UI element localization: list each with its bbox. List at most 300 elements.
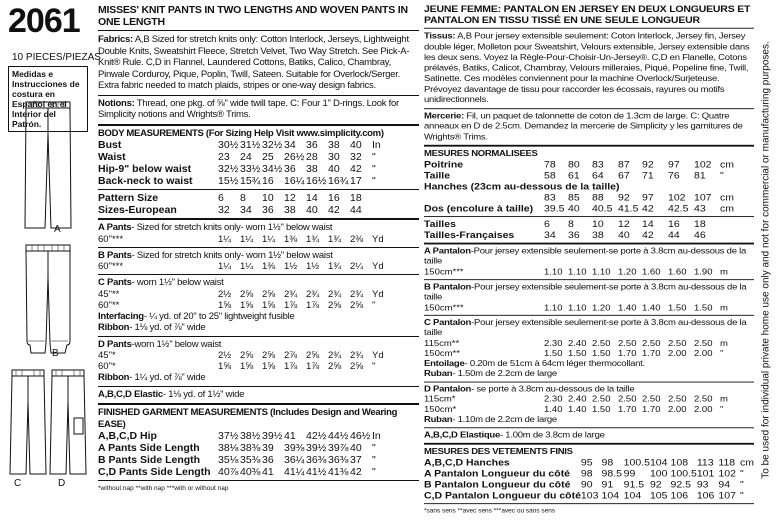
table-cell: 2.50	[668, 394, 687, 405]
english-notions: Notions: Thread, one pkg. of ⅝" wide twill tape. C: Four 1" D-rings. Look for Simplicity notions and Wrights® Trims.	[98, 97, 399, 120]
table-cell: 2.30	[544, 394, 563, 405]
table-row	[424, 181, 754, 192]
row-label: Back-neck to waist	[98, 175, 193, 187]
table-cell: 1⅜	[262, 261, 276, 272]
table-cell: 1.40	[568, 404, 587, 415]
view-label-d: D	[58, 478, 66, 489]
table-cell: 1.60	[668, 266, 687, 277]
table-cell: 34	[284, 139, 296, 151]
divider	[424, 427, 754, 428]
table-cell: 40	[568, 202, 580, 214]
table-cell: 78	[544, 158, 556, 170]
table-cell: 1.90	[694, 266, 713, 277]
table-cell: 40⅞	[218, 466, 239, 478]
table-cell: 2.40	[568, 338, 587, 349]
table-row	[98, 466, 419, 478]
unit-cell: "	[372, 442, 376, 454]
view-description: - Sized for stretch knits only- worn 1½" below waist	[131, 222, 333, 233]
table-cell: 103	[580, 489, 599, 501]
table-cell: 40.5	[592, 202, 613, 214]
view-b-pants-drawing	[22, 243, 74, 355]
table-cell: 2¾	[328, 288, 342, 300]
divider	[424, 314, 754, 315]
row-label: B Pantalon Longueur du côté	[424, 478, 571, 490]
row-label: 150cm***	[424, 266, 464, 277]
table-cell: 1.50	[592, 348, 611, 359]
table-cell: 1.70	[642, 348, 661, 359]
table-cell: 2⅝	[350, 299, 364, 311]
table-row	[424, 457, 754, 468]
table-cell: 1.20	[618, 266, 637, 277]
view-extra	[424, 369, 754, 380]
table-cell: 2¾	[350, 350, 364, 361]
table-cell: 2½	[218, 350, 232, 361]
unit-cell: cm	[720, 191, 734, 203]
table-cell: 1¾	[328, 261, 342, 272]
table-cell: 38⅜	[240, 442, 261, 454]
french-notions: Mercerie: Fil, un paquet de talonnette de coton de 1.3cm de large. C: Quatre anneaux en D de 2.5cm. Demandez la mercerie de Simplicity y les garnitures de Wrights® Trims.	[424, 110, 743, 142]
table-cell: 36	[306, 139, 318, 151]
table-cell: 2.50	[668, 338, 687, 349]
table-cell: 1⅞	[306, 299, 320, 311]
table-cell: 2.00	[668, 404, 687, 415]
view-label-c: C	[14, 478, 22, 489]
extra-text: - 0.20m de 51cm à 64cm léger thermocollant.	[464, 358, 645, 369]
table-cell: 91	[601, 478, 614, 490]
table-cell: 38	[328, 139, 340, 151]
table-cell: 98	[580, 468, 593, 479]
table-row	[424, 159, 754, 170]
row-label: 150cm***	[424, 302, 464, 313]
spanish-instructions-note: Medidas e Instrucciones de costura en Español en el Interior del Patrón.	[8, 66, 88, 132]
table-cell: 39.5	[544, 202, 565, 214]
table-row	[98, 261, 419, 272]
table-cell: 16½	[306, 175, 327, 187]
table-cell: 2⅝	[328, 361, 342, 372]
pattern-number: 2061	[8, 2, 80, 40]
view-yardage-table	[424, 338, 754, 358]
table-cell: 40	[350, 442, 362, 454]
divider	[98, 247, 419, 248]
table-cell: 92.5	[670, 478, 691, 490]
english-yardage	[98, 222, 419, 387]
row-label: 150cm*	[424, 404, 457, 415]
view-name: C Pants	[98, 277, 132, 288]
table-cell: 1.10	[544, 266, 563, 277]
row-label: Bust	[98, 139, 122, 151]
table-cell: 6	[218, 192, 224, 204]
table-cell: 81	[694, 169, 706, 181]
table-cell: 1.10	[568, 266, 587, 277]
table-cell: 1¼	[240, 261, 254, 272]
table-cell: 1.20	[592, 302, 611, 313]
divider	[98, 336, 419, 337]
table-cell: 106	[696, 489, 715, 501]
view-c-d-pants-drawing	[4, 368, 92, 476]
table-cell: 2¾	[306, 288, 320, 300]
table-cell: 39½	[262, 430, 283, 442]
extra-key: Ribbon	[98, 372, 130, 383]
table-cell: 24	[240, 151, 252, 163]
view-name: A Pants	[98, 222, 132, 233]
table-row	[424, 170, 754, 181]
table-cell: 105	[649, 489, 668, 501]
table-cell: 8	[568, 218, 574, 230]
table-row	[424, 490, 754, 501]
table-cell: 2⅝	[240, 350, 254, 361]
table-cell: 76	[668, 169, 680, 181]
view-extra	[98, 322, 419, 334]
table-cell: 101	[696, 468, 715, 479]
english-footnote: *without nap **with nap ***with or without nap	[98, 485, 229, 492]
french-body-measurements-table	[424, 159, 754, 214]
table-cell: 42	[642, 202, 654, 214]
table-cell: 39½	[306, 442, 327, 454]
table-cell: 41¼	[284, 466, 305, 478]
table-cell: 1.40	[642, 302, 661, 313]
table-cell: 97	[668, 158, 680, 170]
table-cell: 16	[262, 175, 274, 187]
table-row	[98, 192, 419, 204]
row-label: C,D Pantalon Longueur du côté	[424, 489, 581, 501]
row-label: 45"**	[98, 288, 120, 300]
table-cell: 18	[694, 218, 706, 230]
row-label: 115cm*	[424, 394, 456, 405]
table-cell: 118	[718, 457, 736, 468]
row-label: Tailles-Françaises	[424, 229, 515, 241]
table-cell: 2.50	[618, 394, 637, 405]
table-cell: 1⅝	[240, 299, 254, 311]
unit-cell	[720, 218, 754, 229]
row-label: 60"***	[98, 233, 124, 245]
table-cell: 36⅜	[328, 454, 349, 466]
table-cell: 1.70	[642, 404, 661, 415]
view-heading	[98, 277, 419, 289]
extra-text: - 1.50m de 2.2cm de large	[452, 368, 557, 379]
table-cell: 10	[262, 192, 274, 204]
table-cell: 38	[592, 229, 604, 241]
table-cell: 16¼	[284, 175, 305, 187]
table-cell: 1.10	[544, 302, 563, 313]
row-label: Tailles	[424, 218, 456, 230]
view-description: - se porte à 3.8cm au-dessous de la taille	[471, 383, 635, 394]
table-cell: 32	[350, 151, 362, 163]
table-cell: 1⅞	[284, 361, 298, 372]
view-extra	[424, 358, 754, 369]
table-cell: 1½	[284, 261, 298, 272]
extra-text: - 1⅛ yd. of ⅞" wide	[129, 322, 206, 333]
table-cell: 1¼	[262, 233, 276, 245]
table-cell: 10	[592, 218, 604, 230]
unit-cell: "	[372, 151, 376, 163]
table-cell: 41.5	[618, 202, 639, 214]
table-cell: 44½	[328, 430, 349, 442]
row-label: Dos (encolure à taille)	[424, 202, 534, 214]
unit-cell: "	[740, 478, 744, 490]
view-yardage-table	[98, 234, 419, 245]
unit-cell: "	[372, 466, 376, 478]
table-cell: 32½	[218, 163, 239, 175]
view-heading	[424, 317, 754, 338]
extra-text: - ¼ yd. of 20" to 25" lightweight fusible	[143, 310, 295, 322]
table-cell: 2.50	[592, 394, 611, 405]
unit-cell: "	[372, 299, 376, 311]
table-cell: 64	[592, 169, 604, 181]
view-yardage-table	[98, 350, 419, 372]
table-cell: 34	[544, 229, 556, 241]
table-cell: 2⅝	[262, 288, 276, 300]
table-cell: 2.50	[694, 338, 713, 349]
table-row	[98, 163, 419, 175]
english-column	[98, 4, 419, 495]
unit-cell: "	[740, 489, 744, 501]
table-cell: 16	[328, 192, 340, 204]
table-cell: 40	[618, 229, 630, 241]
table-cell: 2⅝	[350, 361, 364, 372]
table-cell: 58	[544, 169, 556, 181]
table-cell: 2¾	[284, 288, 298, 300]
table-cell: 35⅜	[240, 454, 261, 466]
table-cell: 102	[718, 468, 736, 479]
view-name: D Pantalon	[424, 383, 472, 394]
table-cell: 1¼	[218, 261, 232, 272]
table-cell: 1⅞	[306, 361, 320, 372]
table-cell: 87	[618, 158, 630, 170]
table-cell: 102	[694, 158, 712, 170]
extra-text: - 1¼ yd. of ⅞" wide	[129, 372, 206, 383]
table-cell: 39⅜	[284, 442, 305, 454]
table-cell: 2¾	[350, 288, 364, 300]
view-description: -Pour jersey extensible seulement-se porte à 3.8cm au-dessous de la taille	[424, 281, 747, 303]
unit-cell: Yd	[372, 288, 384, 300]
table-cell: 36	[262, 454, 274, 466]
table-cell: 100.5	[623, 457, 650, 468]
table-cell: 1.70	[618, 348, 637, 359]
english-fabrics: Fabrics: A,B Sized for stretch knits only: Cotton Interlock, Jerseys, Lightweight Double Knits, Sweatshirt Fleece, Stretch Velvet, Two Way Stretch. See Pick-A-Knit® Rule. C,D in Flannel, Laundered Cottons, Batiks, Calico, Chambray, Pinwale Corduroy, Pique, Poplin, Twill, Sateen. Suitable for Overlock/Serger. Extra fabric needed to match plaids, stripes or one-way design fabrics.	[98, 34, 410, 91]
table-row	[424, 338, 754, 348]
divider	[98, 274, 419, 275]
table-cell: 38	[284, 204, 296, 216]
view-description: -Pour jersey extensible seulement-se porte à 3.8cm au-dessous de la taille	[424, 317, 747, 338]
table-cell: 25	[262, 151, 274, 163]
table-cell: 98	[601, 457, 614, 468]
table-cell: 15¾	[240, 175, 261, 187]
french-fabrics: Tissus: A,B Pour jersey extensible seulement: Coton Interlock, Jersey fin, Jersey double léger, Molleton pour Sweatshirt, Velours extensible, Jersey extensible dans les deux sens. Voyez la Règle-Pour-Choisir-Un-Jersey®. C,D en Flanelle, Cotons prélavés, Batiks, Calicot, Chambray, Velours milleraies, Piqué, Popeline fine, Twill, Satinette. Ces modèles conviennent pour la machine Overlock/Surjeteuse. Prévoyez davantage de tissu pour raccorder les écossais, rayures ou motifs unidirectionnels.	[424, 31, 750, 105]
view-yardage-table	[424, 267, 754, 277]
table-cell: 15½	[218, 175, 239, 187]
table-cell: 95	[580, 457, 593, 468]
table-cell: 2.50	[642, 338, 661, 349]
table-cell: 2¼	[350, 261, 364, 272]
divider	[424, 279, 754, 280]
piece-count: 10 PIECES/PIEZAS	[12, 52, 101, 63]
table-cell: 14	[642, 218, 654, 230]
view-description: - worn 1½" below waist	[131, 277, 224, 288]
table-cell: 99	[623, 468, 636, 479]
table-cell: 30½	[218, 139, 239, 151]
table-cell: 85	[568, 191, 580, 203]
table-row	[98, 139, 419, 151]
table-cell: 38⅛	[218, 442, 239, 454]
unit-cell: "	[740, 468, 744, 479]
table-cell: 2½	[218, 288, 232, 300]
table-cell: 1⅝	[218, 299, 232, 311]
french-finished-header: MESURES DES VETEMENTS FINIS	[424, 446, 573, 457]
unit-cell: m	[720, 302, 728, 313]
unit-cell: m	[720, 266, 728, 277]
view-yardage-table	[98, 261, 419, 272]
table-cell: 113	[696, 457, 714, 468]
table-cell: 100.5	[670, 468, 697, 479]
table-cell: 41	[262, 466, 274, 478]
view-name: B Pants	[98, 249, 132, 261]
english-size-table	[98, 192, 419, 216]
row-label: Poitrine	[424, 158, 464, 170]
table-cell: 92	[649, 478, 662, 490]
row-label: Pattern Size	[98, 192, 159, 204]
row-label: 45"*	[98, 350, 116, 361]
table-cell: 104	[601, 489, 620, 501]
row-label: Hanches (23cm au-dessous de la taille)	[424, 180, 620, 192]
table-cell: 1⅝	[218, 361, 232, 372]
view-description: -Pour jersey extensible seulement-se porte à 3.8cm au-dessous de la taille	[424, 245, 747, 267]
table-cell: 42	[350, 466, 362, 478]
table-row	[98, 430, 419, 442]
view-label-b: B	[52, 348, 59, 359]
table-row	[424, 218, 754, 229]
table-cell: 80	[568, 158, 580, 170]
table-cell: 2.00	[668, 348, 687, 359]
table-row	[424, 267, 754, 277]
english-finished-header: FINISHED GARMENT MEASUREMENTS (Includes Design and Wearing EASE)	[98, 407, 398, 430]
table-cell: 38	[306, 163, 318, 175]
table-row	[98, 361, 419, 372]
extra-text: - 1.10m de 2.2cm de large	[452, 414, 557, 425]
view-heading	[98, 339, 419, 351]
table-cell: 44	[350, 204, 362, 216]
view-heading	[424, 246, 754, 267]
table-cell: 46½	[350, 430, 371, 442]
table-cell: 40	[306, 204, 318, 216]
view-heading	[424, 384, 754, 395]
table-cell: 34½	[262, 163, 283, 175]
table-cell: 1⅞	[284, 299, 298, 311]
table-cell: 8	[240, 192, 246, 204]
table-cell: 2⅝	[306, 350, 320, 361]
table-cell: 97	[642, 191, 654, 203]
row-label: 60"**	[98, 299, 120, 311]
view-extra	[98, 311, 419, 323]
row-label: 115cm**	[424, 338, 460, 349]
table-cell: 40⅜	[240, 466, 261, 478]
table-cell: 1¼	[218, 233, 232, 245]
view-name: A Pantalon	[424, 245, 471, 256]
table-cell: 1½	[306, 261, 320, 272]
view-heading	[98, 250, 419, 262]
table-cell: 88	[592, 191, 604, 203]
table-cell: 2.40	[568, 394, 587, 405]
view-yardage-table	[424, 303, 754, 313]
extra-key: Ribbon	[98, 322, 130, 333]
english-elastic: A,B,C,D Elastic- 1⅛ yd. of 1½" wide	[98, 388, 245, 400]
view-yardage-table	[98, 289, 419, 311]
unit-cell: cm	[720, 158, 734, 170]
view-description: -worn 1½" below waist	[131, 338, 222, 350]
view-description: - Sized for stretch knits only- worn 1½" below waist	[131, 249, 333, 261]
unit-cell	[720, 229, 754, 240]
row-label: A Pantalon Longueur du côté	[424, 468, 571, 479]
table-row	[98, 151, 419, 163]
french-title: JEUNE FEMME: PANTALON EN JERSEY EN DEUX LONGUEURS ET PANTALON EN TISSU TISSÉ EN UNE SEULE LONGUEUR	[424, 4, 754, 29]
table-cell: 104	[623, 489, 642, 501]
table-row	[424, 203, 754, 214]
table-cell: 1.10	[568, 302, 587, 313]
table-cell: 2.50	[694, 394, 713, 405]
table-cell: 2¾	[328, 350, 342, 361]
row-label: A,B,C,D Hip	[98, 430, 157, 442]
row-label: Waist	[98, 151, 126, 163]
table-cell: 40	[350, 139, 362, 151]
table-cell: 92	[642, 158, 654, 170]
table-cell: 2.50	[618, 338, 637, 349]
view-extra	[98, 372, 419, 384]
unit-cell: Yd	[372, 261, 384, 272]
table-row	[424, 468, 754, 479]
table-cell: 16¾	[328, 175, 349, 187]
french-column	[424, 4, 754, 516]
row-label: A Pants Side Length	[98, 442, 200, 454]
table-cell: 1.50	[668, 302, 687, 313]
view-label-a: A	[54, 224, 61, 235]
table-cell: 18	[350, 192, 362, 204]
table-cell: 107	[694, 191, 712, 203]
table-cell: 107	[718, 489, 736, 501]
view-yardage-table	[424, 394, 754, 414]
unit-cell: "	[372, 454, 376, 466]
table-cell: 1.50	[568, 348, 587, 359]
table-cell: 41½	[306, 466, 327, 478]
french-finished-table	[424, 457, 754, 501]
row-label: Hip-9" below waist	[98, 163, 192, 175]
table-row	[98, 204, 419, 216]
table-cell: 36⅜	[306, 454, 327, 466]
table-cell: 106	[670, 489, 689, 501]
table-cell: 12	[284, 192, 296, 204]
extra-key: Ruban	[424, 414, 453, 425]
table-cell: 16	[668, 218, 680, 230]
table-cell: 2.00	[694, 348, 713, 359]
table-cell: 2.30	[544, 338, 563, 349]
table-cell: 1⅝	[262, 299, 276, 311]
english-finished-table	[98, 430, 419, 478]
table-row	[98, 175, 419, 187]
table-cell: 44	[668, 229, 680, 241]
divider	[98, 386, 419, 387]
table-row	[98, 454, 419, 466]
row-label: B Pants Side Length	[98, 454, 201, 466]
table-cell: 39⅞	[328, 442, 349, 454]
table-cell: 1.50	[694, 302, 713, 313]
unit-cell: cm	[740, 457, 754, 468]
unit-cell: Yd	[372, 350, 384, 361]
english-body-measurements-table	[98, 139, 419, 187]
table-cell: 71	[642, 169, 654, 181]
table-row	[424, 303, 754, 313]
table-cell: 1.10	[592, 266, 611, 277]
french-elastic: A,B,C,D Elastique- 1.00m de 3.8cm de large	[424, 429, 605, 440]
table-cell: 2⅝	[262, 350, 276, 361]
table-cell: 39	[262, 442, 274, 454]
